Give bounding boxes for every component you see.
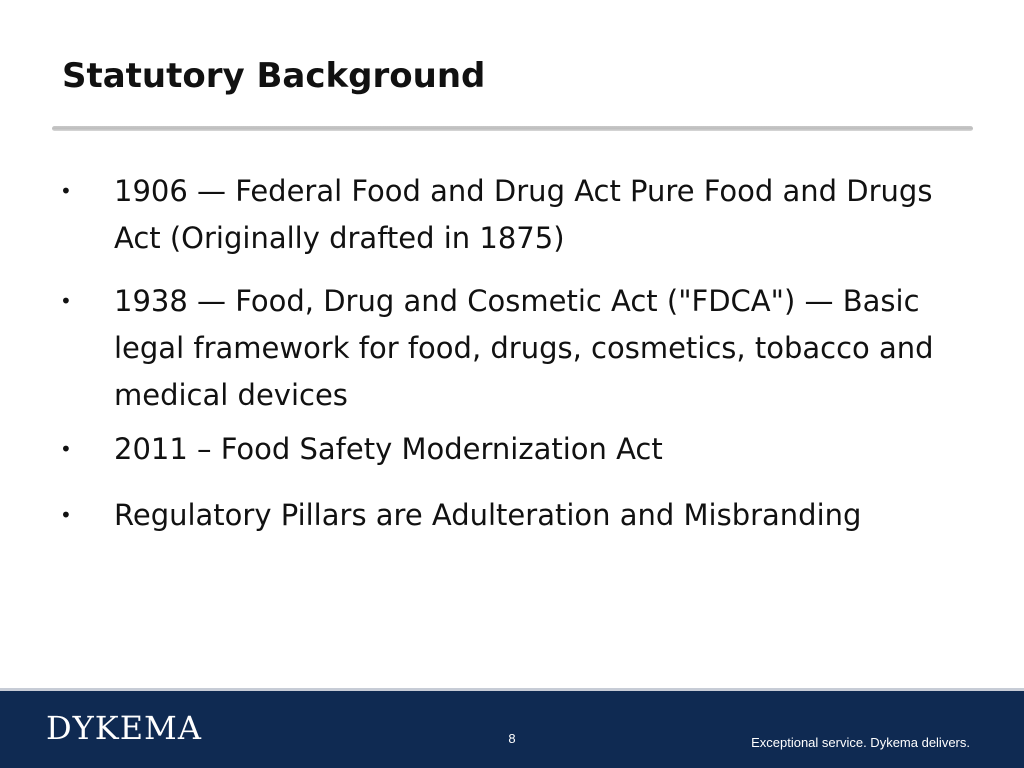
- footer-band: [0, 688, 1024, 768]
- bullet-list: [60, 168, 960, 539]
- bullet-icon: •: [60, 179, 72, 203]
- footer-tagline: Exceptional service. Dykema delivers.: [751, 735, 970, 750]
- bullet-icon: •: [60, 503, 72, 527]
- bullet-item: [60, 426, 960, 473]
- slide-title: Statutory Background: [62, 56, 486, 96]
- bullet-text: 1938 — Food, Drug and Cosmetic Act ("FDCA") — Basic legal framework for food, drugs, cosmetics, tobacco and medical devices: [114, 284, 934, 412]
- bullet-text: 1906 — Federal Food and Drug Act Pure Food and Drugs Act (Originally drafted in 1875): [114, 174, 933, 255]
- dykema-logo: DYKEMA: [46, 709, 202, 747]
- bullet-text: 2011 – Food Safety Modernization Act: [114, 432, 663, 466]
- bullet-item: [60, 168, 960, 262]
- bullet-item: [60, 492, 960, 539]
- bullet-item: [60, 278, 960, 419]
- title-divider: [52, 126, 973, 131]
- bullet-icon: •: [60, 437, 72, 461]
- bullet-icon: •: [60, 289, 72, 313]
- bullet-text: Regulatory Pillars are Adulteration and Misbranding: [114, 498, 862, 532]
- page-number: 8: [508, 731, 516, 746]
